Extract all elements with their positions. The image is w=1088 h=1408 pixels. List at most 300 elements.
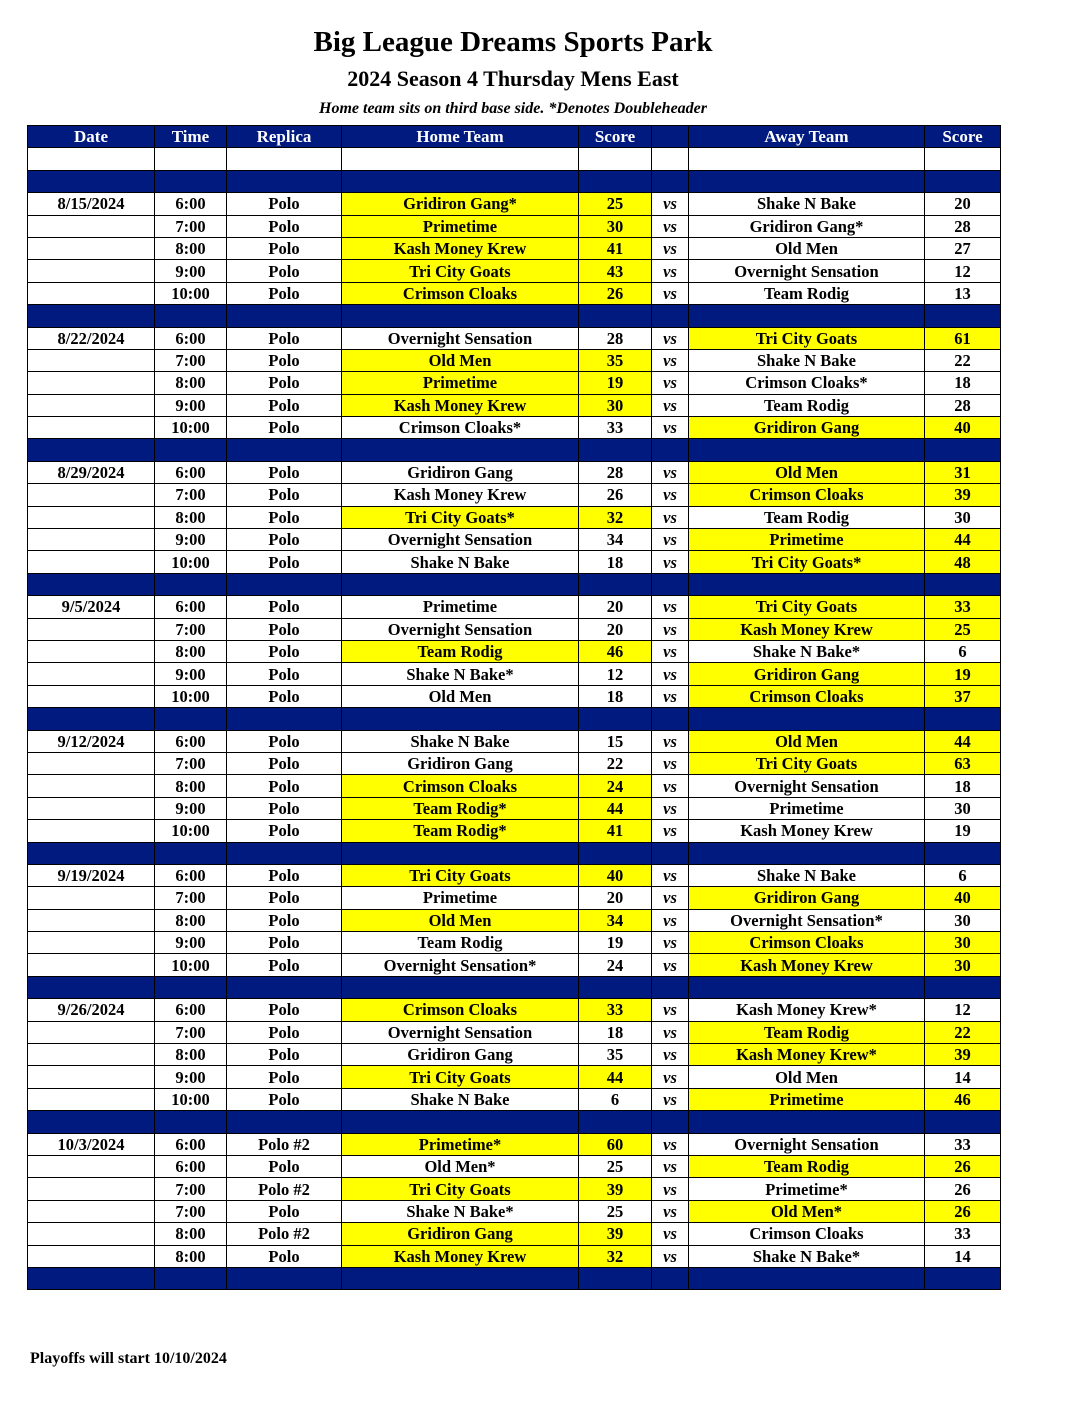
- game-date: [28, 954, 155, 976]
- home-score: 33: [579, 417, 652, 439]
- away-team: Tri City Goats*: [689, 551, 925, 573]
- game-date: [28, 909, 155, 931]
- game-time: 8:00: [155, 506, 227, 528]
- game-date: [28, 506, 155, 528]
- away-team: Crimson Cloaks: [689, 1223, 925, 1245]
- game-replica: Polo: [227, 461, 342, 483]
- game-row: [28, 506, 1001, 528]
- away-score: 25: [925, 618, 1001, 640]
- separator-cell: [342, 305, 579, 327]
- home-team: Kash Money Krew: [342, 484, 579, 506]
- home-score: 32: [579, 1245, 652, 1267]
- game-time: 7:00: [155, 484, 227, 506]
- game-replica: Polo: [227, 663, 342, 685]
- vs-label: vs: [652, 461, 689, 483]
- game-date: [28, 417, 155, 439]
- game-row: [28, 752, 1001, 774]
- game-time: 7:00: [155, 1200, 227, 1222]
- game-date: [28, 1066, 155, 1088]
- away-score: 14: [925, 1066, 1001, 1088]
- away-team: Team Rodig: [689, 394, 925, 416]
- separator-cell: [342, 842, 579, 864]
- separator-cell: [579, 439, 652, 461]
- separator-cell: [579, 573, 652, 595]
- away-score: 20: [925, 193, 1001, 215]
- game-replica: Polo: [227, 1155, 342, 1177]
- home-score: 32: [579, 506, 652, 528]
- separator-cell: [227, 1267, 342, 1289]
- separator-cell: [155, 976, 227, 998]
- game-date: [28, 551, 155, 573]
- game-row: [28, 1044, 1001, 1066]
- away-team: Kash Money Krew: [689, 954, 925, 976]
- vs-label: vs: [652, 1133, 689, 1155]
- week-separator-row: [28, 976, 1001, 998]
- away-score: 12: [925, 999, 1001, 1021]
- separator-cell: [925, 305, 1001, 327]
- vs-label: vs: [652, 954, 689, 976]
- vs-label: vs: [652, 1223, 689, 1245]
- game-date: [28, 215, 155, 237]
- home-score: 34: [579, 909, 652, 931]
- away-score: 13: [925, 282, 1001, 304]
- game-date: 8/22/2024: [28, 327, 155, 349]
- game-date: 8/15/2024: [28, 193, 155, 215]
- game-time: 6:00: [155, 1133, 227, 1155]
- schedule-table: [27, 125, 1001, 1290]
- away-team: Primetime*: [689, 1178, 925, 1200]
- game-row: [28, 237, 1001, 259]
- game-time: 7:00: [155, 349, 227, 371]
- col-date: Date: [28, 126, 155, 148]
- vs-label: vs: [652, 618, 689, 640]
- game-replica: Polo: [227, 1044, 342, 1066]
- separator-cell: [28, 305, 155, 327]
- home-team: Team Rodig: [342, 640, 579, 662]
- game-time: 9:00: [155, 1066, 227, 1088]
- game-row: [28, 1133, 1001, 1155]
- game-replica: Polo: [227, 1245, 342, 1267]
- vs-label: vs: [652, 797, 689, 819]
- home-team: Overnight Sensation*: [342, 954, 579, 976]
- home-score: 44: [579, 1066, 652, 1088]
- game-replica: Polo: [227, 932, 342, 954]
- home-team: Team Rodig: [342, 932, 579, 954]
- game-row: [28, 282, 1001, 304]
- away-score: 22: [925, 349, 1001, 371]
- game-replica: Polo: [227, 372, 342, 394]
- home-team: Overnight Sensation: [342, 327, 579, 349]
- away-score: 48: [925, 551, 1001, 573]
- col-time: Time: [155, 126, 227, 148]
- away-team: Crimson Cloaks: [689, 484, 925, 506]
- away-score: 46: [925, 1088, 1001, 1110]
- game-time: 9:00: [155, 394, 227, 416]
- away-team: Crimson Cloaks*: [689, 372, 925, 394]
- game-replica: Polo: [227, 529, 342, 551]
- home-score: 24: [579, 775, 652, 797]
- home-team: Crimson Cloaks: [342, 775, 579, 797]
- vs-label: vs: [652, 932, 689, 954]
- game-time: 10:00: [155, 820, 227, 842]
- game-row: [28, 1066, 1001, 1088]
- game-time: 8:00: [155, 1245, 227, 1267]
- game-replica: Polo: [227, 820, 342, 842]
- away-score: 27: [925, 237, 1001, 259]
- game-date: [28, 1178, 155, 1200]
- separator-cell: [925, 842, 1001, 864]
- away-team: Overnight Sensation: [689, 1133, 925, 1155]
- vs-label: vs: [652, 529, 689, 551]
- home-team: Primetime: [342, 887, 579, 909]
- game-time: 7:00: [155, 752, 227, 774]
- game-row: [28, 1200, 1001, 1222]
- separator-cell: [925, 976, 1001, 998]
- week-separator-row: [28, 439, 1001, 461]
- separator-cell: [652, 1267, 689, 1289]
- separator-cell: [579, 170, 652, 192]
- game-time: 7:00: [155, 1178, 227, 1200]
- home-team: Tri City Goats: [342, 864, 579, 886]
- separator-cell: [689, 439, 925, 461]
- game-replica: Polo: [227, 215, 342, 237]
- separator-cell: [155, 573, 227, 595]
- game-replica: Polo: [227, 327, 342, 349]
- away-team: Team Rodig: [689, 282, 925, 304]
- separator-cell: [689, 708, 925, 730]
- game-date: [28, 752, 155, 774]
- playoffs-note: Playoffs will start 10/10/2024: [30, 1350, 227, 1367]
- home-score: 6: [579, 1088, 652, 1110]
- separator-cell: [155, 842, 227, 864]
- home-score: 28: [579, 327, 652, 349]
- separator-cell: [227, 1111, 342, 1133]
- away-team: Team Rodig: [689, 506, 925, 528]
- separator-cell: [342, 573, 579, 595]
- separator-cell: [227, 439, 342, 461]
- game-time: 10:00: [155, 954, 227, 976]
- game-date: [28, 394, 155, 416]
- separator-cell: [342, 170, 579, 192]
- away-score: 30: [925, 506, 1001, 528]
- game-replica: Polo: [227, 506, 342, 528]
- game-time: 9:00: [155, 529, 227, 551]
- separator-cell: [652, 708, 689, 730]
- game-date: [28, 887, 155, 909]
- away-team: Old Men: [689, 1066, 925, 1088]
- separator-cell: [652, 170, 689, 192]
- separator-cell: [28, 439, 155, 461]
- separator-cell: [689, 976, 925, 998]
- vs-label: vs: [652, 775, 689, 797]
- vs-label: vs: [652, 327, 689, 349]
- away-score: 12: [925, 260, 1001, 282]
- game-row: [28, 775, 1001, 797]
- game-replica: Polo #2: [227, 1133, 342, 1155]
- home-score: 39: [579, 1223, 652, 1245]
- vs-label: vs: [652, 730, 689, 752]
- separator-cell: [579, 1267, 652, 1289]
- game-replica: Polo: [227, 193, 342, 215]
- away-score: 26: [925, 1178, 1001, 1200]
- game-row: [28, 327, 1001, 349]
- game-date: [28, 260, 155, 282]
- game-row: [28, 596, 1001, 618]
- home-team: Shake N Bake*: [342, 1200, 579, 1222]
- vs-label: vs: [652, 1178, 689, 1200]
- game-row: [28, 954, 1001, 976]
- home-team: Gridiron Gang: [342, 1044, 579, 1066]
- game-row: [28, 461, 1001, 483]
- game-row: [28, 1021, 1001, 1043]
- vs-label: vs: [652, 1088, 689, 1110]
- separator-cell: [28, 573, 155, 595]
- home-score: 28: [579, 461, 652, 483]
- game-date: [28, 237, 155, 259]
- week-separator-row: [28, 170, 1001, 192]
- home-score: 40: [579, 864, 652, 886]
- away-team: Team Rodig: [689, 1021, 925, 1043]
- separator-cell: [342, 976, 579, 998]
- away-team: Overnight Sensation: [689, 775, 925, 797]
- away-team: Primetime: [689, 797, 925, 819]
- separator-cell: [652, 573, 689, 595]
- away-team: Primetime: [689, 1088, 925, 1110]
- game-row: [28, 1178, 1001, 1200]
- away-score: 28: [925, 215, 1001, 237]
- separator-cell: [925, 439, 1001, 461]
- home-score: 12: [579, 663, 652, 685]
- home-score: 39: [579, 1178, 652, 1200]
- game-time: 8:00: [155, 237, 227, 259]
- game-date: [28, 618, 155, 640]
- separator-cell: [155, 439, 227, 461]
- vs-label: vs: [652, 1155, 689, 1177]
- separator-cell: [925, 1267, 1001, 1289]
- game-time: 8:00: [155, 1044, 227, 1066]
- game-time: 8:00: [155, 775, 227, 797]
- away-team: Gridiron Gang: [689, 417, 925, 439]
- vs-label: vs: [652, 663, 689, 685]
- game-replica: Polo: [227, 730, 342, 752]
- home-score: 18: [579, 1021, 652, 1043]
- home-score: 26: [579, 484, 652, 506]
- away-score: 39: [925, 484, 1001, 506]
- separator-cell: [227, 170, 342, 192]
- home-team: Shake N Bake: [342, 1088, 579, 1110]
- separator-cell: [689, 305, 925, 327]
- home-team: Primetime: [342, 596, 579, 618]
- page-subtitle: 2024 Season 4 Thursday Mens East: [347, 66, 679, 91]
- home-team: Tri City Goats*: [342, 506, 579, 528]
- game-date: 9/19/2024: [28, 864, 155, 886]
- separator-cell: [689, 170, 925, 192]
- vs-label: vs: [652, 1021, 689, 1043]
- separator-cell: [652, 842, 689, 864]
- game-date: [28, 1044, 155, 1066]
- game-row: [28, 640, 1001, 662]
- away-team: Old Men: [689, 730, 925, 752]
- separator-cell: [652, 305, 689, 327]
- game-replica: Polo: [227, 484, 342, 506]
- home-team: Gridiron Gang: [342, 1223, 579, 1245]
- home-score: 22: [579, 752, 652, 774]
- game-row: [28, 1245, 1001, 1267]
- vs-label: vs: [652, 282, 689, 304]
- home-team: Old Men*: [342, 1155, 579, 1177]
- game-replica: Polo: [227, 349, 342, 371]
- game-replica: Polo: [227, 394, 342, 416]
- home-team: Overnight Sensation: [342, 529, 579, 551]
- away-team: Tri City Goats: [689, 752, 925, 774]
- away-score: 19: [925, 820, 1001, 842]
- home-score: 35: [579, 349, 652, 371]
- vs-label: vs: [652, 506, 689, 528]
- game-row: [28, 1223, 1001, 1245]
- vs-label: vs: [652, 887, 689, 909]
- separator-cell: [579, 305, 652, 327]
- game-row: [28, 730, 1001, 752]
- page-title: Big League Dreams Sports Park: [313, 26, 713, 58]
- game-time: 6:00: [155, 461, 227, 483]
- vs-label: vs: [652, 417, 689, 439]
- separator-cell: [28, 170, 155, 192]
- separator-cell: [342, 1111, 579, 1133]
- game-replica: Polo: [227, 596, 342, 618]
- game-replica: Polo: [227, 1066, 342, 1088]
- game-row: [28, 215, 1001, 237]
- home-score: 44: [579, 797, 652, 819]
- game-row: [28, 551, 1001, 573]
- col-vs: [652, 126, 689, 148]
- game-date: [28, 282, 155, 304]
- home-team: Primetime*: [342, 1133, 579, 1155]
- game-time: 6:00: [155, 864, 227, 886]
- away-team: Primetime: [689, 529, 925, 551]
- game-replica: Polo: [227, 260, 342, 282]
- away-score: 33: [925, 1223, 1001, 1245]
- game-time: 8:00: [155, 640, 227, 662]
- game-row: [28, 932, 1001, 954]
- home-score: 18: [579, 551, 652, 573]
- separator-cell: [579, 842, 652, 864]
- home-score: 25: [579, 193, 652, 215]
- away-team: Team Rodig: [689, 1155, 925, 1177]
- game-time: 7:00: [155, 618, 227, 640]
- game-replica: Polo: [227, 551, 342, 573]
- separator-cell: [342, 1267, 579, 1289]
- away-score: 28: [925, 394, 1001, 416]
- game-time: 10:00: [155, 282, 227, 304]
- home-score: 19: [579, 372, 652, 394]
- away-team: Old Men: [689, 461, 925, 483]
- game-replica: Polo: [227, 887, 342, 909]
- schedule-note: Home team sits on third base side. *Denotes Doubleheader: [319, 100, 707, 117]
- game-row: [28, 1088, 1001, 1110]
- game-time: 6:00: [155, 596, 227, 618]
- home-score: 60: [579, 1133, 652, 1155]
- game-time: 10:00: [155, 685, 227, 707]
- home-score: 46: [579, 640, 652, 662]
- separator-cell: [227, 708, 342, 730]
- away-team: Old Men: [689, 237, 925, 259]
- separator-cell: [28, 1111, 155, 1133]
- game-row: [28, 349, 1001, 371]
- away-score: 33: [925, 596, 1001, 618]
- vs-label: vs: [652, 215, 689, 237]
- separator-cell: [227, 976, 342, 998]
- week-separator-row: [28, 708, 1001, 730]
- game-date: [28, 932, 155, 954]
- game-date: [28, 797, 155, 819]
- vs-label: vs: [652, 193, 689, 215]
- away-score: 63: [925, 752, 1001, 774]
- home-team: Shake N Bake: [342, 551, 579, 573]
- away-team: Shake N Bake: [689, 193, 925, 215]
- away-score: 40: [925, 887, 1001, 909]
- vs-label: vs: [652, 685, 689, 707]
- vs-label: vs: [652, 394, 689, 416]
- away-score: 30: [925, 932, 1001, 954]
- game-row: [28, 663, 1001, 685]
- game-time: 6:00: [155, 193, 227, 215]
- game-date: [28, 640, 155, 662]
- away-team: Gridiron Gang*: [689, 215, 925, 237]
- game-date: [28, 1245, 155, 1267]
- vs-label: vs: [652, 640, 689, 662]
- game-time: 8:00: [155, 372, 227, 394]
- separator-cell: [227, 842, 342, 864]
- away-score: 44: [925, 730, 1001, 752]
- home-score: 25: [579, 1200, 652, 1222]
- away-score: 44: [925, 529, 1001, 551]
- vs-label: vs: [652, 484, 689, 506]
- home-score: 35: [579, 1044, 652, 1066]
- game-date: 9/26/2024: [28, 999, 155, 1021]
- game-time: 7:00: [155, 1021, 227, 1043]
- away-score: 19: [925, 663, 1001, 685]
- home-score: 20: [579, 596, 652, 618]
- game-replica: Polo: [227, 640, 342, 662]
- game-time: 10:00: [155, 417, 227, 439]
- away-team: Kash Money Krew: [689, 618, 925, 640]
- home-team: Tri City Goats: [342, 260, 579, 282]
- game-time: 6:00: [155, 999, 227, 1021]
- separator-cell: [155, 305, 227, 327]
- game-replica: Polo: [227, 282, 342, 304]
- game-replica: Polo: [227, 1088, 342, 1110]
- game-date: [28, 1200, 155, 1222]
- game-replica: Polo: [227, 999, 342, 1021]
- game-time: 7:00: [155, 215, 227, 237]
- away-score: 39: [925, 1044, 1001, 1066]
- game-row: [28, 260, 1001, 282]
- home-team: Crimson Cloaks*: [342, 417, 579, 439]
- game-time: 10:00: [155, 551, 227, 573]
- col-home-team: Home Team: [342, 126, 579, 148]
- game-row: [28, 618, 1001, 640]
- separator-cell: [28, 976, 155, 998]
- game-row: [28, 394, 1001, 416]
- week-separator-row: [28, 842, 1001, 864]
- home-team: Overnight Sensation: [342, 618, 579, 640]
- away-team: Old Men*: [689, 1200, 925, 1222]
- week-separator-row: [28, 305, 1001, 327]
- separator-cell: [689, 842, 925, 864]
- away-score: 14: [925, 1245, 1001, 1267]
- home-score: 25: [579, 1155, 652, 1177]
- game-row: [28, 417, 1001, 439]
